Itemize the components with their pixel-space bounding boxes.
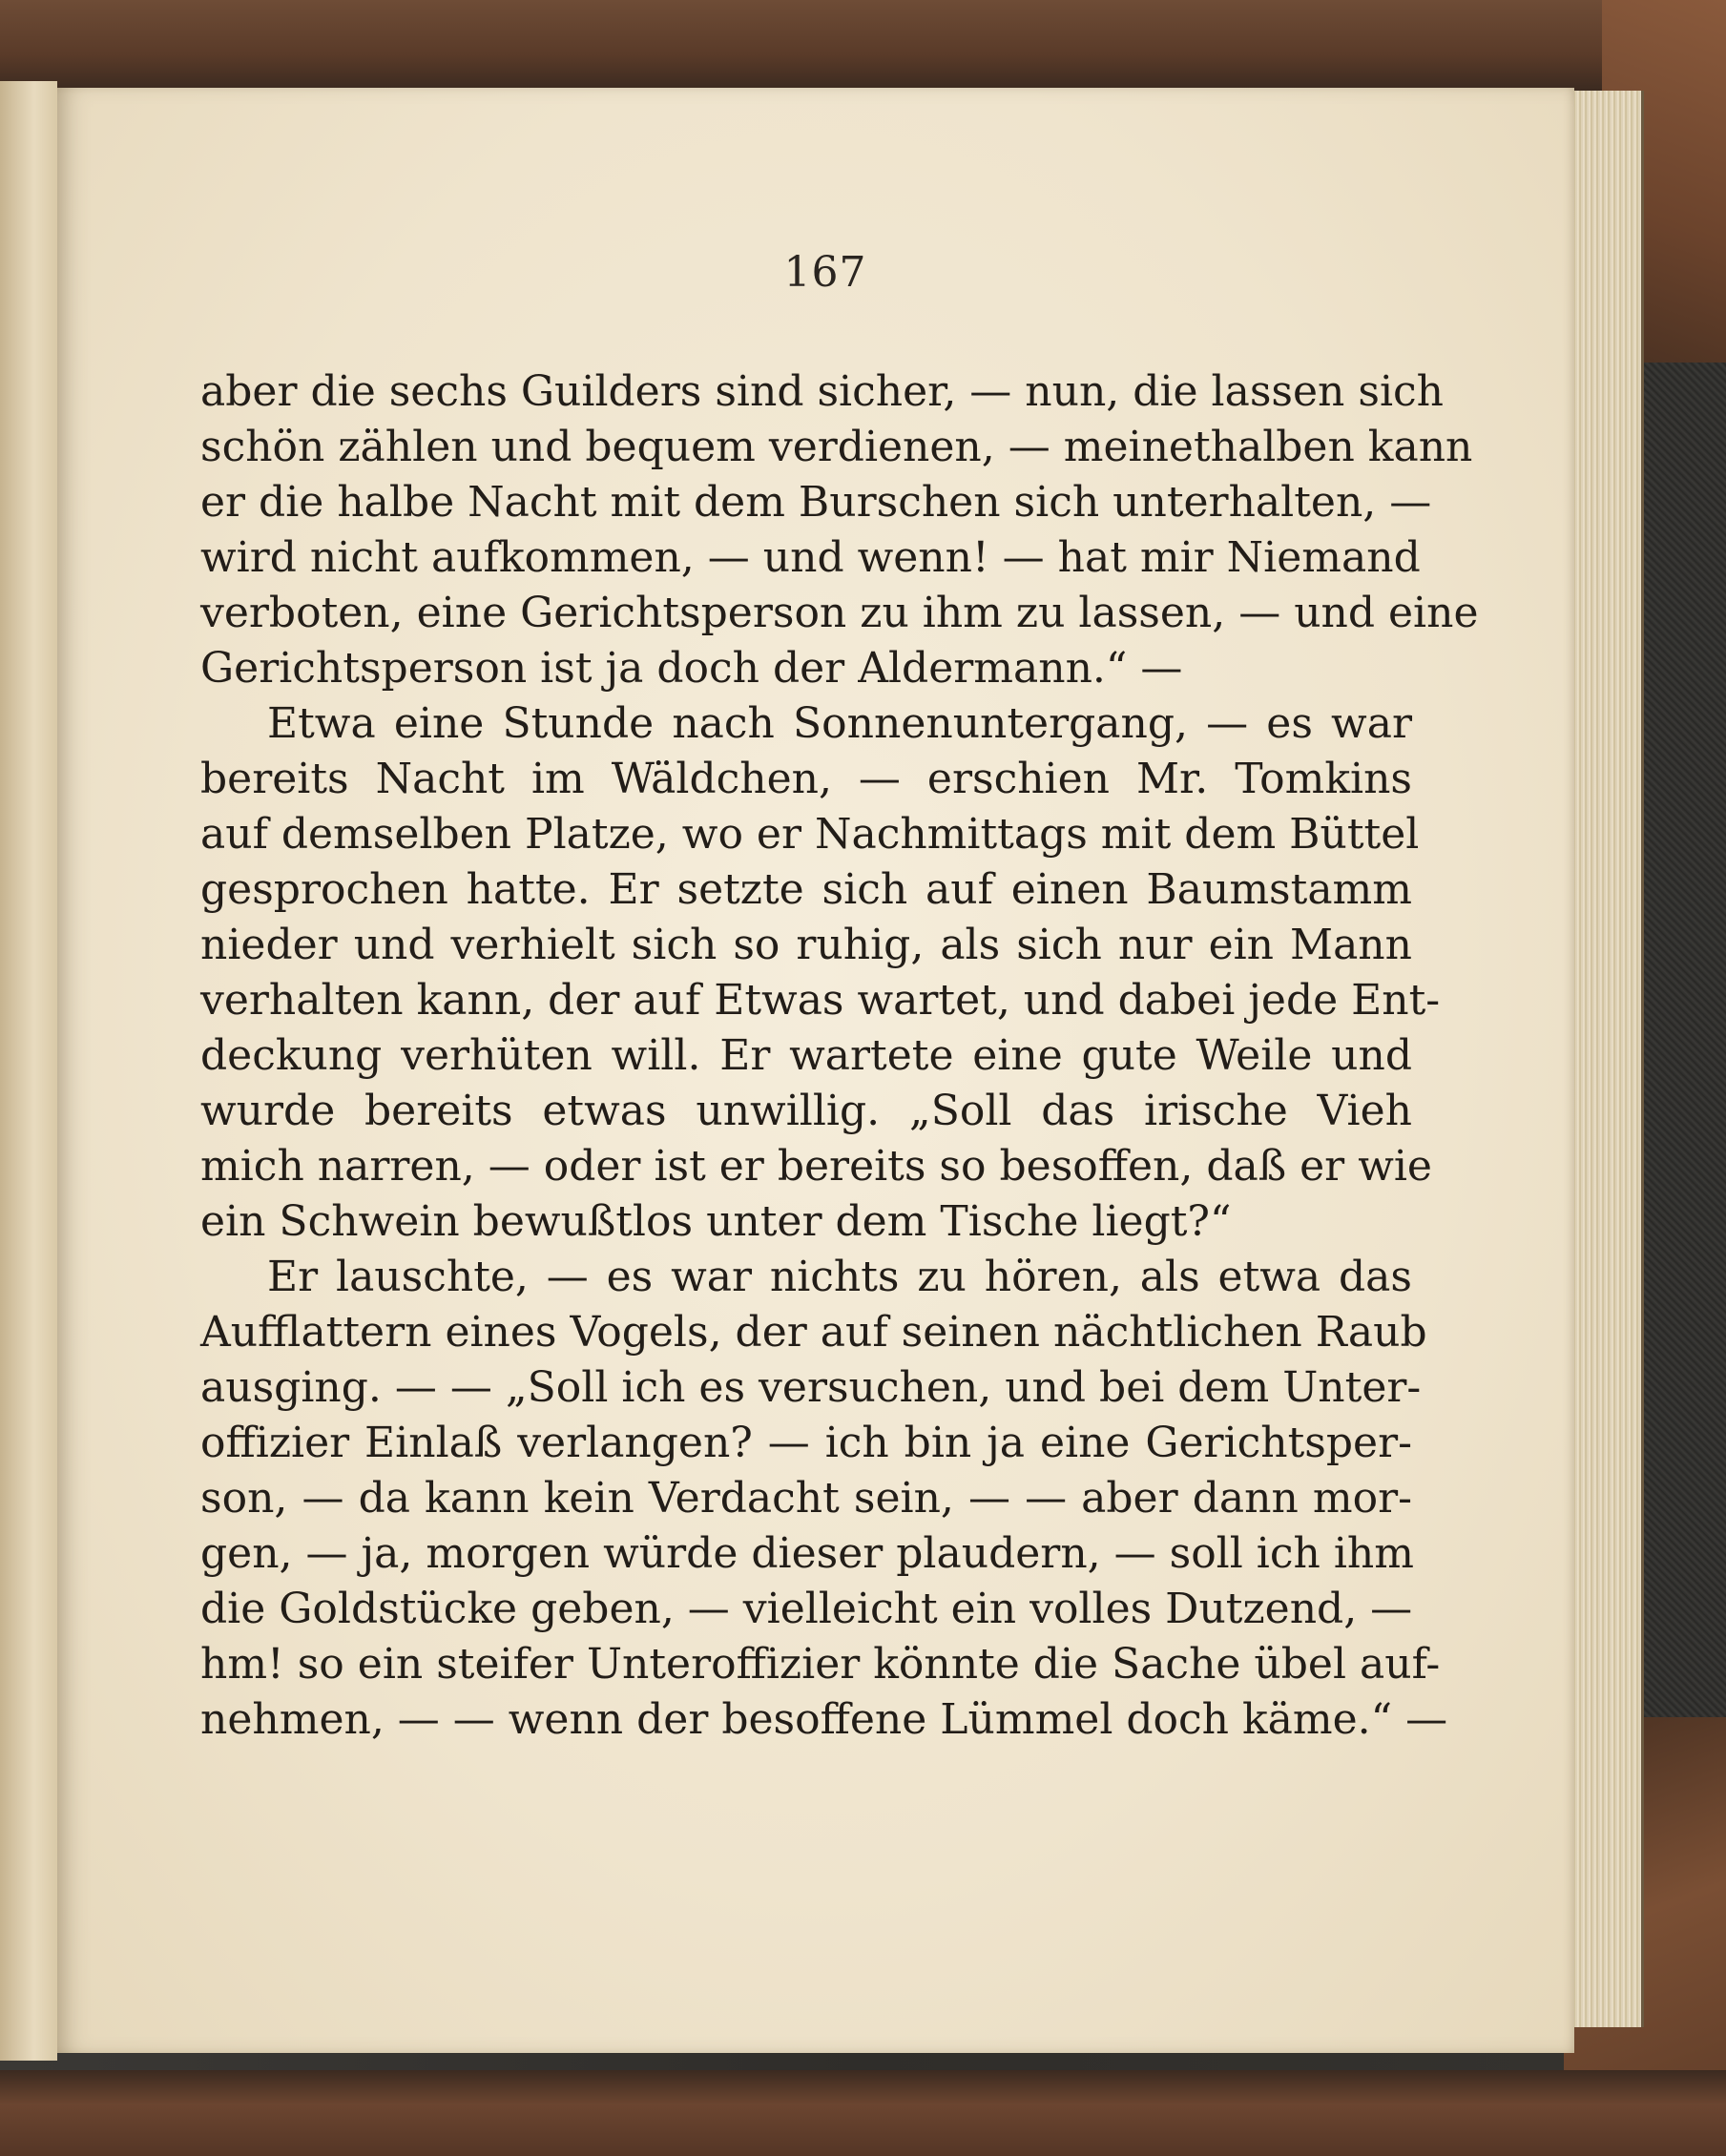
text-line: offizier Einlaß verlangen? — ich bin ja eine Gerichtsper- (200, 1419, 1412, 1467)
book-page (57, 88, 1574, 2053)
text-line: verhalten kann, der auf Etwas wartet, und dabei jede Ent- (200, 976, 1441, 1025)
text-line: nieder und verhielt sich so ruhig, als sich nur ein Mann (200, 921, 1412, 969)
text-line: verboten, eine Gerichtsperson zu ihm zu lassen, — und eine (200, 589, 1479, 637)
text-line: aber die sechs Guilders sind sicher, — nun, die lassen sich (200, 367, 1445, 416)
text-line: bereits Nacht im Wäldchen, — erschien Mr. Tomkins (200, 755, 1412, 803)
text-line: ein Schwein bewußtlos unter dem Tische liegt?“ (200, 1197, 1232, 1246)
text-line: hm! so ein steifer Unteroffizier könnte die Sache übel auf- (200, 1640, 1441, 1689)
page-number: 167 (783, 248, 867, 297)
text-line: schön zählen und bequem verdienen, — meinethalben kann (200, 423, 1473, 471)
text-line: deckung verhüten will. Er wartete eine gute Weile und (200, 1031, 1412, 1080)
text-line: Etwa eine Stunde nach Sonnenuntergang, — es war (267, 699, 1412, 748)
text-line: gesprochen hatte. Er setzte sich auf einen Baumstamm (200, 865, 1412, 914)
text-line: ausging. — — „Soll ich es versuchen, und bei dem Unter- (200, 1363, 1422, 1412)
text-line: Gerichtsperson ist ja doch der Aldermann.“ — (200, 644, 1183, 693)
text-line: Aufflattern eines Vogels, der auf seinen nächtlichen Raub (200, 1308, 1427, 1357)
text-line: wird nicht aufkommen, — und wenn! — hat mir Niemand (200, 533, 1421, 582)
facing-page-edge (0, 81, 57, 2061)
text-line: Er lauschte, — es war nichts zu hören, als etwa das (267, 1253, 1412, 1301)
text-line: son, — da kann kein Verdacht sein, — — aber dann mor- (200, 1474, 1412, 1523)
text-line: wurde bereits etwas unwillig. „Soll das irische Vieh (200, 1087, 1412, 1135)
text-line: gen, — ja, morgen würde dieser plaudern, — soll ich ihm (200, 1529, 1414, 1578)
text-line: die Goldstücke geben, — vielleicht ein volles Dutzend, — (200, 1585, 1413, 1633)
body-text (200, 364, 1479, 1748)
leather-binding-bottom (0, 2070, 1726, 2156)
leather-binding-top (0, 0, 1726, 91)
page-block-edge (1565, 91, 1644, 2027)
text-line: mich narren, — oder ist er bereits so besoffen, daß er wie (200, 1142, 1432, 1191)
text-line: er die halbe Nacht mit dem Burschen sich unterhalten, — (200, 478, 1432, 527)
text-line: nehmen, — — wenn der besoffene Lümmel doch käme.“ — (200, 1695, 1448, 1744)
text-line: auf demselben Platze, wo er Nachmittags mit dem Büttel (200, 810, 1420, 859)
